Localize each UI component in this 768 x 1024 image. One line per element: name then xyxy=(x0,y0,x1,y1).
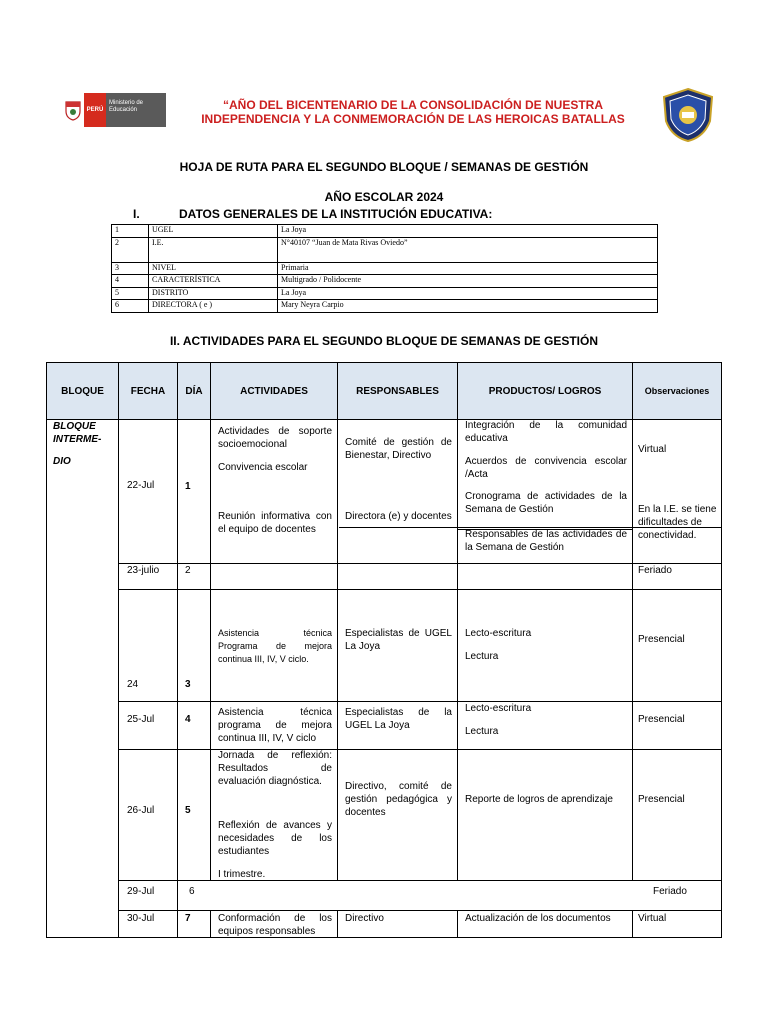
fecha-cell: 25-Jul xyxy=(127,714,155,725)
fecha-cell: 23-julio xyxy=(127,565,160,576)
col-divider xyxy=(337,910,338,937)
observation-cell: Presencial xyxy=(638,634,685,645)
col-divider xyxy=(632,910,633,937)
col-divider xyxy=(337,363,338,880)
product-cell: Lecto-escritura xyxy=(465,628,532,639)
table-row xyxy=(112,263,658,275)
product-cell: Reporte de logros de aprendizaje xyxy=(465,794,613,805)
fecha-cell: 26-Jul xyxy=(127,805,155,816)
minedu-logo xyxy=(62,93,166,127)
motto xyxy=(170,98,656,126)
col-divider xyxy=(632,363,633,880)
bloque-label: BLOQUE INTERME- xyxy=(53,421,102,445)
dia-cell: 6 xyxy=(189,886,195,897)
header-observaciones: Observaciones xyxy=(633,363,721,419)
section-1-heading xyxy=(133,207,492,221)
observation-cell: Presencial xyxy=(638,794,685,805)
table-row xyxy=(112,225,658,238)
activity-cell: Asistencia técnica programa de mejora continua III, IV, V ciclo xyxy=(218,707,332,744)
product-cell: Integración de la comunidad educativa xyxy=(465,420,627,444)
responsible-cell: Especialistas de UGEL La Joya xyxy=(345,628,452,652)
row-value: N°40107 “Juan de Mata Rivas Oviedo” xyxy=(278,238,658,263)
row-label: DIRECTORA ( e ) xyxy=(149,300,278,313)
activity-cell: Actividades de soporte socioemocional xyxy=(218,426,332,450)
row-number: 2 xyxy=(112,238,149,263)
logo-peru-text: PERÚ xyxy=(84,93,106,127)
activity-cell: Reflexión de avances y necesidades de los estudiantes xyxy=(218,820,332,857)
header-bloque: BLOQUE xyxy=(47,363,118,419)
header-fecha: FECHA xyxy=(119,363,177,419)
dia-cell: 4 xyxy=(185,714,191,725)
dia-cell: 7 xyxy=(185,913,191,924)
dia-cell: 2 xyxy=(185,565,191,576)
row-number: 4 xyxy=(112,275,149,288)
bloque-label-cont: DIO xyxy=(53,456,71,467)
fecha-cell: 24 xyxy=(127,679,139,690)
school-year: AÑO ESCOLAR 2024 xyxy=(324,190,444,204)
general-data-table xyxy=(111,224,658,313)
fecha-cell: 22-Jul xyxy=(127,480,155,491)
activity-cell: Conformación de los equipos responsables xyxy=(218,913,332,937)
header-responsables: RESPONSABLES xyxy=(338,363,457,419)
row-number: 6 xyxy=(112,300,149,313)
table-row xyxy=(112,300,658,313)
row-value: Primaria xyxy=(278,263,658,275)
observation-cell: Virtual xyxy=(638,913,667,924)
col-divider xyxy=(210,910,211,937)
observation-cell: En la I.E. se tiene dificultades de conectividad. xyxy=(638,504,717,541)
col-divider xyxy=(210,363,211,880)
row-label: I.E. xyxy=(149,238,278,263)
activities-table xyxy=(46,362,722,938)
activity-cell: Jornada de reflexión: Resultados de evaluación diagnóstica. xyxy=(218,750,332,787)
observation-cell: Presencial xyxy=(638,714,685,725)
observation-cell: Feriado xyxy=(653,886,687,897)
row-label: UGEL xyxy=(149,225,278,238)
activity-cell: Asistencia técnica Programa de mejora continua III, IV, V ciclo. xyxy=(218,628,332,664)
header-actividades: ACTIVIDADES xyxy=(211,363,337,419)
coat-of-arms-icon xyxy=(62,93,84,127)
logo-ministry-text: Ministerio de Educación xyxy=(106,93,166,127)
dia-cell: 5 xyxy=(185,805,191,816)
header-dia: DÍA xyxy=(178,363,210,419)
activity-cell: I trimestre. xyxy=(218,869,266,880)
responsible-cell: Especialistas de la UGEL La Joya xyxy=(345,707,452,731)
col-divider xyxy=(457,910,458,937)
section-1-title: DATOS GENERALES DE LA INSTITUCIÓN EDUCATIVA: xyxy=(179,207,493,221)
row-divider xyxy=(119,880,721,881)
dia-cell: 1 xyxy=(185,481,191,492)
col-divider xyxy=(457,363,458,880)
observation-cell: Virtual xyxy=(638,444,667,455)
product-cell: Actualización de los documentos xyxy=(465,913,611,924)
product-cell: Cronograma de actividades de la Semana de Gestión xyxy=(465,491,627,515)
observation-cell: Feriado xyxy=(638,565,672,576)
document-title: HOJA DE RUTA PARA EL SEGUNDO BLOQUE / SEMANAS DE GESTIÓN xyxy=(179,160,589,174)
product-cell: Responsables de las actividades de la Semana de Gestión xyxy=(465,529,627,553)
col-divider xyxy=(177,363,178,937)
fecha-cell: 29-Jul xyxy=(127,886,155,897)
row-number: 5 xyxy=(112,288,149,300)
motto-line-1: “AÑO DEL BICENTENARIO DE LA CONSOLIDACIÓN DE NUESTRA xyxy=(222,98,603,112)
product-cell: Lectura xyxy=(465,651,499,662)
responsible-cell: Directivo xyxy=(345,913,384,924)
table-row xyxy=(112,288,658,300)
responsible-cell: Comité de gestión de Bienestar, Directivo xyxy=(345,437,452,461)
header-productos: PRODUCTOS/ LOGROS xyxy=(458,363,632,419)
row-value: La Joya xyxy=(278,225,658,238)
row-value: La Joya xyxy=(278,288,658,300)
dia-cell: 3 xyxy=(185,679,191,690)
section-1-number: I. xyxy=(133,207,140,221)
product-cell: Lecto-escritura xyxy=(465,703,532,714)
row-label: DISTRITO xyxy=(149,288,278,300)
row-label: CARACTERÍSTICA xyxy=(149,275,278,288)
table-row xyxy=(112,238,658,263)
row-number: 1 xyxy=(112,225,149,238)
fecha-cell: 30-Jul xyxy=(127,913,155,924)
table-row xyxy=(112,275,658,288)
school-emblem-icon xyxy=(660,87,716,143)
responsible-cell: Directora (e) y docentes xyxy=(345,511,452,522)
row-label: NIVEL xyxy=(149,263,278,275)
section-2-heading: II. ACTIVIDADES PARA EL SEGUNDO BLOQUE DE SEMANAS DE GESTIÓN xyxy=(169,334,599,348)
product-cell: Acuerdos de convivencia escolar /Acta xyxy=(465,456,627,480)
row-number: 3 xyxy=(112,263,149,275)
activity-cell: Reunión informativa con el equipo de docentes xyxy=(218,511,332,535)
row-value: Multigrado / Polidocente xyxy=(278,275,658,288)
col-divider xyxy=(118,363,119,937)
row-value: Mary Neyra Carpio xyxy=(278,300,658,313)
responsible-cell: Directivo, comité de gestión pedagógica y docentes xyxy=(345,781,452,818)
motto-line-2: INDEPENDENCIA Y LA CONMEMORACIÓN DE LAS HEROICAS BATALLAS xyxy=(201,112,625,126)
activity-cell: Convivencia escolar xyxy=(218,462,308,473)
product-cell: Lectura xyxy=(465,726,499,737)
